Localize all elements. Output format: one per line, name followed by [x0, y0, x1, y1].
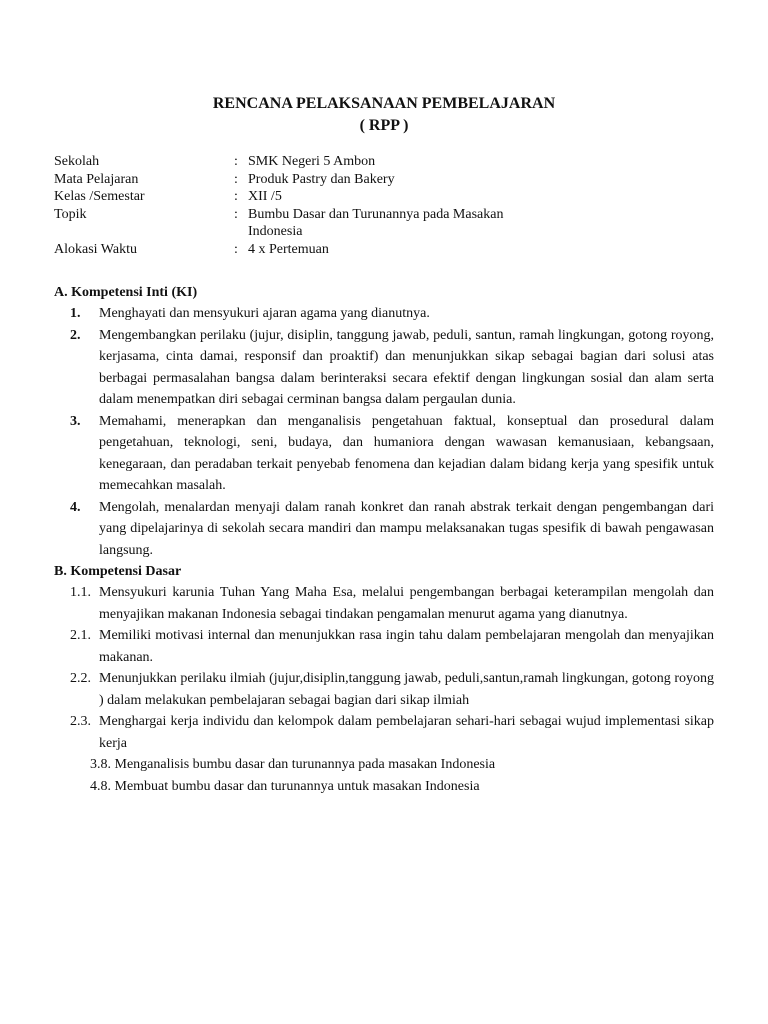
- document-title: RENCANA PELAKSANAAN PEMBELAJARAN: [212, 95, 556, 112]
- identity-key: Kelas /Semestar: [54, 189, 145, 204]
- identity-colon: :: [234, 189, 238, 204]
- identity-key: Mata Pelajaran: [54, 171, 139, 187]
- identity-row-alokasi-waktu: [54, 241, 548, 259]
- kd-number: 2.1.: [70, 628, 91, 643]
- ki-item: [54, 411, 714, 497]
- identity-value: SMK Negeri 5 Ambon: [248, 154, 376, 169]
- identity-colon: :: [234, 154, 238, 169]
- document-subtitle: ( RPP ): [359, 117, 409, 134]
- identity-key: Topik: [54, 206, 87, 222]
- identity-row-topik: [54, 206, 548, 241]
- ki-number: 1.: [70, 306, 81, 321]
- ki-list: [54, 303, 714, 561]
- kd-item: [54, 711, 714, 754]
- identity-value: 4 x Pertemuan: [248, 241, 329, 257]
- ki-item: [54, 497, 714, 562]
- identity-value: Produk Pastry dan Bakery: [248, 171, 395, 187]
- kd-text: Menunjukkan perilaku ilmiah (jujur,disiplin,tanggung jawab, peduli,santun,ramah lingkungan, gotong royong ) dalam melakukan pembelajaran sebagai bagian dari sikap ilmiah: [99, 671, 714, 708]
- identity-row-kelas: [54, 188, 548, 206]
- kd-item: [54, 625, 714, 668]
- kd-text: Mensyukuri karunia Tuhan Yang Maha Esa, melalui pengembangan berbagai keterampilan mengolah dan menyajikan makanan Indonesia sebagai tindakan pengamalan menurut agama yang dianutnya.: [99, 585, 714, 622]
- kd-item: [54, 582, 714, 625]
- ki-number: 2.: [70, 327, 81, 343]
- kd-heading: B. Kompetensi Dasar: [54, 564, 182, 579]
- ki-item: [54, 303, 714, 325]
- identity-colon: :: [234, 241, 238, 257]
- ki-number: 3.: [70, 413, 81, 429]
- kd-item: [54, 668, 714, 711]
- ki-heading: A. Kompetensi Inti (KI): [54, 285, 198, 300]
- kd-list: [54, 582, 714, 754]
- ki-number: 4.: [70, 499, 81, 515]
- kd-number: 2.3.: [70, 714, 91, 729]
- identity-row-sekolah: [54, 153, 548, 171]
- kd-text: Menghargai kerja individu dan kelompok dalam pembelajaran sehari-hari sebagai wujud implementasi sikap kerja: [99, 714, 714, 751]
- ki-text: Memahami, menerapkan dan menganalisis pengetahuan faktual, konseptual dan prosedural dalam pengetahuan, teknologi, seni, budaya, dan humaniora dengan wawasan kemanusiaan, kebangsaan, kenegaraan, dan peradaban terkait penyebab fenomena dan kejadian dalam bidang kerja yang spesifik untuk memecahkan masalah.: [99, 413, 714, 493]
- identity-colon: :: [234, 171, 238, 187]
- identity-table: [54, 153, 548, 258]
- kd-sub-item: 3.8. Menganalisis bumbu dasar dan turunannya pada masakan Indonesia: [90, 757, 496, 772]
- identity-key: Sekolah: [54, 154, 100, 169]
- ki-text: Mengolah, menalardan menyaji dalam ranah konkret dan ranah abstrak terkait dengan pengembangan dari yang dipelajarinya di sekolah secara mandiri dan mampu melaksanakan tugas spesifik di bawah pengawasan langsung.: [99, 499, 714, 558]
- kd-text: Memiliki motivasi internal dan menunjukkan rasa ingin tahu dalam pembelajaran mengolah dan menyajikan makanan.: [99, 628, 714, 665]
- ki-text: Menghayati dan mensyukuri ajaran agama yang dianutnya.: [99, 306, 430, 321]
- content-section: [54, 282, 714, 797]
- kd-number: 1.1.: [70, 585, 91, 600]
- identity-row-mata-pelajaran: [54, 171, 548, 189]
- identity-key: Alokasi Waktu: [54, 241, 137, 257]
- kd-number: 2.2.: [70, 671, 91, 686]
- kd-sub-item: 4.8. Membuat bumbu dasar dan turunannya untuk masakan Indonesia: [90, 778, 480, 794]
- ki-text: Mengembangkan perilaku (jujur, disiplin, tanggung jawab, peduli, santun, ramah lingkungan, gotong royong, kerjasama, cinta damai, responsif dan proaktif) dan menunjukkan sikap sebagai bagian dari solusi atas berbagai permasalahan bangsa dalam berinteraksi secara efektif dengan lingkungan sosial dan alam serta dalam menempatkan diri sebagai cerminan bangsa dalam pergaulan dunia.: [99, 327, 714, 407]
- identity-colon: :: [234, 206, 238, 222]
- identity-value: XII /5: [248, 189, 282, 204]
- ki-item: [54, 325, 714, 411]
- identity-value: Bumbu Dasar dan Turunannya pada Masakan Indonesia: [248, 206, 504, 239]
